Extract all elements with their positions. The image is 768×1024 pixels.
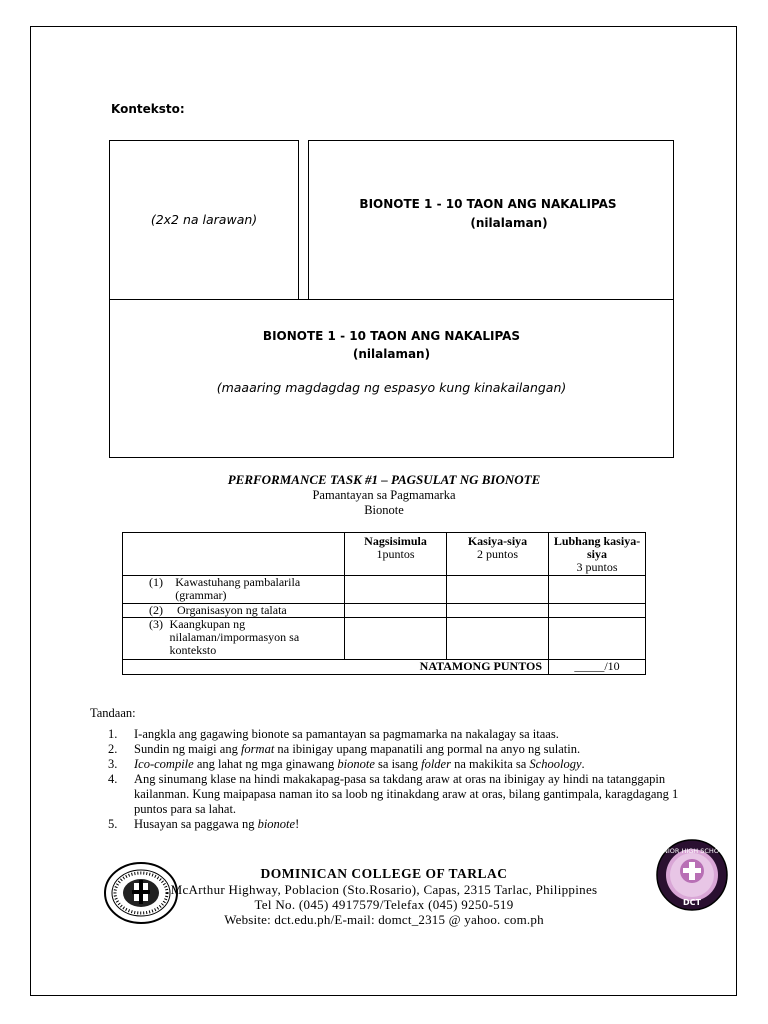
- criterion-label: Kawastuhang pambalarila (grammar): [175, 575, 301, 602]
- note-emphasis: format: [240, 742, 275, 756]
- note-text: sa isang: [374, 757, 422, 771]
- top-bionote-box: [308, 140, 674, 300]
- rubric-col-3-points: 3 puntos: [576, 560, 618, 574]
- main-bionote-box: [109, 299, 674, 458]
- rubric-col-1: [345, 533, 447, 576]
- note-emphasis: folder: [421, 757, 451, 771]
- rubric-col-2: [447, 533, 549, 576]
- note-text: .: [581, 757, 585, 771]
- rubric-col-1-name: Nagsisimula: [364, 534, 427, 548]
- score-cell[interactable]: [447, 604, 549, 618]
- rubric-col-3: [549, 533, 646, 576]
- criterion-number: (3): [149, 617, 163, 631]
- note-emphasis: Schoology: [529, 757, 582, 771]
- seal-ring-text: JUNIOR HIGH SCHOOL: [656, 847, 728, 855]
- top-bionote-title: BIONOTE 1 - 10 TAON ANG NAKALIPAS: [359, 197, 617, 211]
- rubric-col-3-name: Lubhang kasiya-siya: [553, 534, 641, 561]
- task-topic: Bionote: [364, 503, 404, 517]
- criterion-label: Kaangkupan ng nilalaman/impormasyon sa konteksto: [169, 617, 300, 657]
- rubric-header-blank: [123, 533, 345, 576]
- rubric-table: [122, 532, 646, 675]
- criterion-number: (2): [149, 603, 163, 617]
- top-bionote-subtitle: (nilalaman): [470, 216, 548, 230]
- score-cell[interactable]: [549, 618, 646, 660]
- list-item: [134, 772, 694, 817]
- rubric-criterion-3: [123, 618, 345, 660]
- task-subtitle: Pamantayan sa Pagmamarka: [312, 488, 456, 502]
- rubric-header-row: [123, 533, 646, 576]
- score-cell[interactable]: [549, 576, 646, 604]
- school-name: DOMINICAN COLLEGE OF TARLAC: [260, 866, 508, 881]
- task-title: PERFORMANCE TASK #1 – PAGSULAT NG BIONOTE: [227, 472, 541, 487]
- note-text: !: [295, 817, 300, 831]
- list-item: [134, 817, 694, 832]
- total-value[interactable]: _____/10: [549, 660, 646, 675]
- rubric-total-row: [123, 660, 646, 675]
- note-text: ang lahat ng mga ginawang: [193, 757, 338, 771]
- note-emphasis: Ico-compile: [134, 757, 194, 771]
- criterion-number: (1): [149, 575, 163, 589]
- score-cell[interactable]: [345, 604, 447, 618]
- list-item: [134, 727, 694, 742]
- table-row: [123, 618, 646, 660]
- note-text: na ibinigay upang mapanatili ang pormal na anyo ng sulatin.: [274, 742, 581, 756]
- school-phone: Tel No. (045) 4917579/Telefax (045) 9250-519: [254, 897, 514, 912]
- note-emphasis: bionote: [257, 817, 296, 831]
- score-cell[interactable]: [345, 576, 447, 604]
- main-bionote-note: (maaaring magdagdag ng espasyo kung kinakailangan): [216, 380, 567, 395]
- note-text: Ang sinumang klase na hindi makakapag-pasa sa takdang araw at oras na ibinigay ay hindi na tatanggapin kailanman. Kung maipapasa naman ito sa loob ng itinakdang araw at oras, bilang gantimpala, karagdagang 1 puntos para sa lahat.: [134, 772, 679, 816]
- rubric-criterion-1: [123, 576, 345, 604]
- school-website: Website: dct.edu.ph/E-mail: domct_2315 @ yahoo. com.ph: [224, 912, 544, 927]
- table-row: [123, 576, 646, 604]
- list-item: [134, 757, 694, 772]
- notes-list: [108, 727, 694, 832]
- score-cell[interactable]: [549, 604, 646, 618]
- score-cell[interactable]: [447, 618, 549, 660]
- score-cell[interactable]: [447, 576, 549, 604]
- school-address: McArthur Highway, Poblacion (Sto.Rosario), Capas, 2315 Tarlac, Philippines: [170, 882, 598, 897]
- rubric-criterion-2: [123, 604, 345, 618]
- rubric-col-2-name: Kasiya-siya: [467, 534, 528, 548]
- photo-box-label: (2x2 na larawan): [150, 211, 258, 227]
- note-text: Husayan sa paggawa ng: [134, 817, 258, 831]
- main-bionote-subtitle: (nilalaman): [352, 347, 431, 361]
- tandaan-label: Tandaan:: [90, 706, 136, 720]
- note-text: Sundin ng maigi ang: [134, 742, 241, 756]
- score-cell[interactable]: [345, 618, 447, 660]
- total-label: NATAMONG PUNTOS: [123, 660, 549, 675]
- note-emphasis: bionote: [337, 757, 375, 771]
- rubric-col-1-points: 1puntos: [376, 547, 415, 561]
- rubric-col-2-points: 2 puntos: [476, 547, 518, 561]
- criterion-label: Organisasyon ng talata: [177, 603, 287, 617]
- note-text: I-angkla ang gagawing bionote sa pamantayan sa pagmamarka na nakalagay sa itaas.: [134, 727, 559, 741]
- junior-high-school-seal-icon: [655, 838, 729, 912]
- konteksto-label: Konteksto:: [111, 102, 185, 116]
- photo-box: [109, 140, 299, 300]
- note-text: na makikita sa: [450, 757, 530, 771]
- table-row: [123, 604, 646, 618]
- seal-text: DCT: [683, 898, 701, 907]
- main-bionote-title: BIONOTE 1 - 10 TAON ANG NAKALIPAS: [262, 329, 521, 343]
- list-item: [134, 742, 694, 757]
